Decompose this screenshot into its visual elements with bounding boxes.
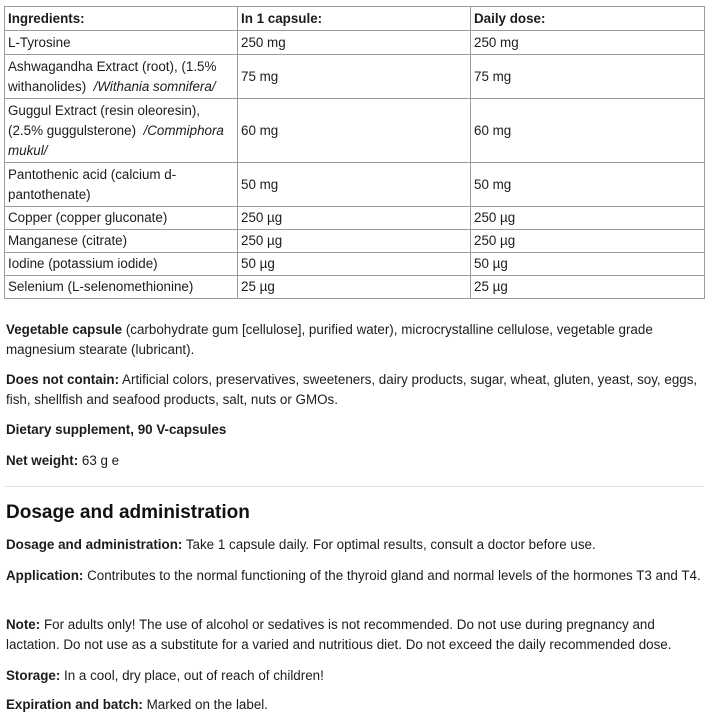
ingredients-table [4,6,705,299]
net-weight [6,451,706,471]
daily-dose-amount: 25 µg [471,276,705,299]
daily-dose-amount: 60 mg [471,99,705,163]
table-row [5,276,705,299]
net-weight-label: Net weight: [6,453,79,468]
table-row [5,207,705,230]
supplement-statement [6,420,706,440]
ingredient-name: Iodine (potassium iodide) [5,253,238,276]
free-from-text: Artificial colors, preservatives, sweeteners, dairy products, sugar, wheat, gluten, yeast, soy, eggs, fish, shellfish and seafood products, salt, nuts or GMOs. [6,372,698,407]
application-text: Contributes to the normal functioning of the thyroid gland and normal levels of the hormones T3 and T4. [83,568,701,583]
note-text: For adults only! The use of alcohol or sedatives is not recommended. Do not use during pregnancy and lactation. Do not use as a substitute for a varied and nutritious diet. Do not exceed the daily recommended dose. [6,617,672,652]
daily-dose-amount: 50 mg [471,163,705,207]
dosage-instructions [6,535,706,555]
ingredient-name: L-Tyrosine [5,31,238,55]
table-header-row [5,7,705,31]
free-from-label: Does not contain: [6,372,120,387]
per-capsule-amount: 75 mg [238,55,471,99]
capsule-label: Vegetable capsule [6,322,123,337]
dosage-heading: Dosage and administration [6,502,250,523]
table-row [5,55,705,99]
application-label: Application: [6,568,84,583]
capsule-text: (carbohydrate gum [cellulose], purified water), microcrystalline cellulose, vegetable grade magnesium stearate (lubricant). [6,322,653,357]
ingredient-name: Copper (copper gluconate) [5,207,238,230]
table-row [5,99,705,163]
capsule-composition [6,320,706,360]
storage-text: In a cool, dry place, out of reach of children! [60,668,324,683]
ingredient-name: Guggul Extract (resin oleoresin), (2.5% guggulsterone) /Commiphora mukul/ [5,99,238,163]
daily-dose-amount: 75 mg [471,55,705,99]
table-row [5,253,705,276]
per-capsule-amount: 50 µg [238,253,471,276]
expiration-label: Expiration and batch: [6,697,143,712]
storage [6,666,706,686]
supplement-label: Dietary supplement, 90 V-capsules [6,422,227,437]
table-row [5,163,705,207]
expiration-text: Marked on the label. [142,697,268,712]
free-from-statement [6,370,706,410]
per-capsule-amount: 250 µg [238,230,471,253]
per-capsule-amount: 25 µg [238,276,471,299]
daily-dose-amount: 250 µg [471,230,705,253]
ingredient-name: Ashwagandha Extract (root), (1.5% withanolides) /Withania somnifera/ [5,55,238,99]
latin-name: /Withania somnifera/ [93,78,216,94]
daily-dose-amount: 250 mg [471,31,705,55]
section-divider [4,486,704,487]
net-weight-text: 63 g e [78,453,120,468]
application [6,566,706,586]
per-capsule-amount: 250 mg [238,31,471,55]
ingredient-name: Selenium (L-selenomethionine) [5,276,238,299]
daily-dose-amount: 250 µg [471,207,705,230]
ingredient-name: Manganese (citrate) [5,230,238,253]
ingredient-name: Pantothenic acid (calcium d-pantothenate) [5,163,238,207]
latin-name: /Commiphora mukul/ [8,122,224,158]
header-daily-dose: Daily dose: [471,7,705,31]
header-per-capsule: In 1 capsule: [238,7,471,31]
table-row [5,230,705,253]
header-ingredients: Ingredients: [5,7,238,31]
expiration-and-batch [6,695,706,715]
daily-dose-amount: 50 µg [471,253,705,276]
table-row [5,31,705,55]
per-capsule-amount: 60 mg [238,99,471,163]
storage-label: Storage: [6,668,61,683]
dosage-label: Dosage and administration: [6,537,183,552]
dosage-text: Take 1 capsule daily. For optimal results, consult a doctor before use. [182,537,596,552]
note [6,615,706,655]
per-capsule-amount: 250 µg [238,207,471,230]
note-label: Note: [6,617,41,632]
per-capsule-amount: 50 mg [238,163,471,207]
